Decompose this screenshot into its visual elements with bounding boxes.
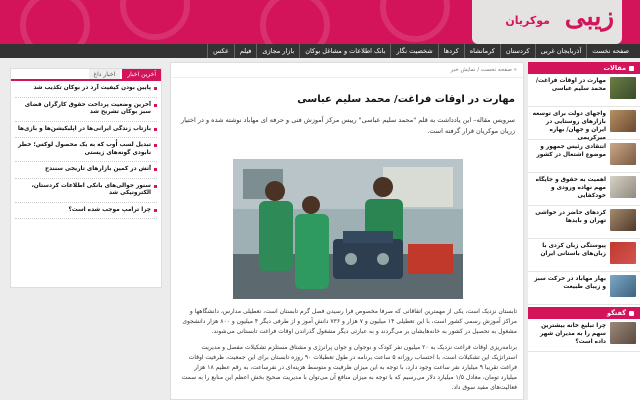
article-item[interactable] — [528, 107, 640, 140]
article-item[interactable] — [528, 206, 640, 239]
nav-item-virtual-market[interactable]: بازار مجازی — [256, 44, 299, 58]
article-item[interactable] — [528, 140, 640, 173]
nav-item-photo[interactable]: عکس — [207, 44, 234, 58]
news-item[interactable]: پایین بودن کیفیت آرد در بوکان تکذیب شد — [15, 81, 157, 98]
article-item-title[interactable]: مهارت در اوقات فراغت/ محمد سلیم عباسی — [535, 78, 606, 92]
news-list — [11, 81, 161, 219]
breadcrumb[interactable]: « صفحه نخست / نمایش خبر — [171, 63, 523, 78]
article-thumbnail[interactable] — [610, 209, 636, 231]
square-bullet-icon — [629, 311, 634, 316]
article-item-title[interactable]: پیوستگی زبان کردی با زبان‌های باستانی ایران — [540, 243, 606, 257]
workshop-photo-illustration — [233, 159, 463, 299]
article-thumbnail[interactable] — [610, 143, 636, 165]
right-sidebar — [528, 62, 640, 400]
nav-item-personalities[interactable]: شخصیت نگار — [390, 44, 437, 58]
article-photo — [233, 159, 463, 299]
article-thumbnail[interactable] — [610, 110, 636, 132]
article-thumbnail[interactable] — [610, 275, 636, 297]
nav-item-bukan-directory[interactable]: بانک اطلاعات و مشاغل بوکان — [299, 44, 390, 58]
articles-box-title: مقالات — [528, 62, 640, 74]
news-tabs — [11, 69, 161, 81]
news-item[interactable]: بازتاب زندگی ایرانی‌ها در اپلیکیشن‌ها و بازی‌ها — [15, 122, 157, 139]
interview-thumbnail[interactable] — [610, 322, 636, 344]
nav-item-film[interactable]: فیلم — [234, 44, 257, 58]
article-thumbnail[interactable] — [610, 176, 636, 198]
article-item-title[interactable]: بهار مهاباد در حرکت سبز و زیبای طبیعت — [534, 276, 606, 290]
article-thumbnail[interactable] — [610, 242, 636, 264]
news-item[interactable]: سنور حوالی‌های بانکی اطلاعات کردستان، الکترونیکی شد — [15, 179, 157, 203]
header-decoration — [380, 0, 450, 42]
article-item[interactable] — [528, 239, 640, 272]
article-item[interactable] — [528, 173, 640, 206]
article-item-title[interactable]: کردهای حاضر در حواشی تهران و بایدها — [535, 210, 606, 224]
article-thumbnail[interactable] — [610, 77, 636, 99]
header-decoration — [120, 0, 190, 40]
article-item-title[interactable]: واجهای دولت برای توسعه بازارهای روستایی در ایران و جهان/ بهاره میرکریمی — [532, 111, 606, 141]
news-item[interactable]: تبدیل لسب اُوب که به یک محصول لوکس؛ خطر نابودی گونه‌های زیستی — [15, 138, 157, 162]
interview-box-title: گفتگو — [528, 307, 640, 319]
article-item-title[interactable]: انتقادی رئیس جمهور و موضوع اشتغال در کشور — [536, 144, 606, 158]
article-lead: سرویس مقاله– این یادداشت به قلم "محمد سلیم عباسی" رییس مرکز آموزش فنی و حرفه ای مهاباد نوشته شده و در اختیار زریان موکریان قرار گرفته است. — [180, 116, 515, 135]
article-body — [171, 307, 525, 399]
left-sidebar — [10, 68, 162, 288]
article-item[interactable] — [528, 272, 640, 305]
logo-main-text: زیبی — [564, 2, 614, 32]
article-item-title[interactable]: اهمیت به حقوق و جایگاه مهم نهاده ورودی و خودکفایی — [535, 177, 606, 199]
page-title: مهارت در اوقات فراغت/ محمد سلیم عباسی — [297, 94, 515, 105]
square-bullet-icon — [629, 66, 634, 71]
news-item[interactable]: آتش در کمین بازارهای تاریخی سنندج — [15, 162, 157, 179]
nav-item-kurds[interactable]: کردها — [438, 44, 464, 58]
main-content — [170, 62, 524, 400]
nav-item-home[interactable]: صفحه نخست — [586, 44, 634, 58]
nav-item-kermanshah[interactable]: کرمانشاه — [464, 44, 500, 58]
interview-item-title[interactable]: چرا تبلیغ خانه بیشترین سهم را به مدیران شهر داده است؟ — [540, 323, 606, 345]
interview-item[interactable] — [528, 319, 640, 352]
nav-item-kurdistan[interactable]: کردستان — [500, 44, 535, 58]
nav-item-west-azarbaijan[interactable]: آذربایجان غربی — [535, 44, 587, 58]
tab-hot-news[interactable]: اخبار داغ — [89, 69, 121, 79]
article-paragraph: تابستان نزدیک است، یکی از مهمترین اتفاقاتی که صرفا مخصوص فرا رسیدن فصل گرم تابستان است، تعطیلی مدارس، دانشگاهها و مراکز آموزش رسمی کشور است، با این تعطیلی ۱۴ میلیون و ۷ هزار و ۷۳۶ دانش آموز و از طرفی دیگر ۴ میلیون و ۸۰۰ هزار دانشجوی مشغول به تحصیل در کشور به خانه‌هایشان بر می‌گردند و به عبارتی دیگر مشغول گذراندن اوقات فراغت تابستانی می‌شوند. — [182, 308, 517, 335]
site-header — [0, 0, 640, 44]
article-paragraph: برنامه‌ریزی اوقات فراغت نزدیک به ۲۰ میلیون نفر کودک و نوجوان و جوان پرانرژی و مشتاق مستلزم تشکیلات مفصل و مدیریت استراتژیک این تشکیلات است، با احتساب روزانه ۵ ساعت برنامه در طول تعطیلات ۹۰ روزه تابستان برای این جمعیت، ظرفیت اوقات فراغت تقریبا ۹ میلیارد نفر ساعت وجود دارد، با توجه به این میزان ظرفیت و متوسط هزینه‌ای در نفرساعت، به رقم عظیم ۱۸ هزار میلیارد تومان، معادل ۱/۵ میلیارد دلار می‌رسیم که با توجه به میزان منافع آن می‌توان با مدیریت صحیح بخش اعظم این منابع را به سمت فعالیت‌های مفید سوق داد. — [181, 344, 517, 391]
news-item[interactable]: چرا ترامپ موجب شده است؟ — [15, 203, 157, 220]
main-nav — [0, 44, 640, 58]
news-item[interactable]: آخرین وضعیت پرداخت حقوق کارگران فضای سبز بوکان تشریح شد — [15, 98, 157, 122]
site-logo[interactable] — [472, 0, 622, 44]
tab-latest-news[interactable]: آخرین اخبار — [122, 69, 161, 79]
article-item[interactable] — [528, 74, 640, 107]
logo-sub-text: موکریان — [505, 14, 550, 27]
